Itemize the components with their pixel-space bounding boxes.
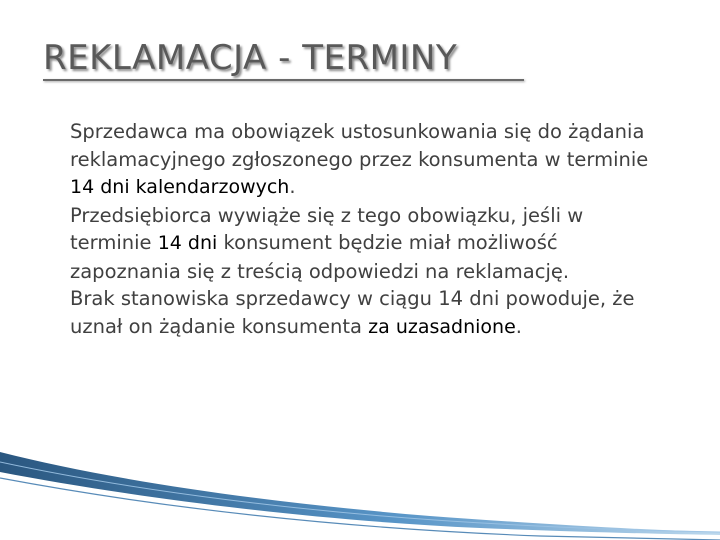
bullet-emphasis: za uzasadnione	[368, 315, 516, 338]
bullet-text-end: konsument będzie miał możliwość zapoznania się z treścią odpowiedzi na reklamację.	[70, 231, 570, 283]
bullet-text: Sprzedawca ma obowiązek ustosunkowania się do żądania reklamacyjnego zgłoszonego przez konsumenta w terminie	[70, 120, 649, 171]
bullet-text: Brak stanowiska sprzedawcy w ciągu 14 dni powoduje, że uznał on żądanie konsumenta	[70, 287, 635, 338]
bullet-text-end: .	[289, 175, 296, 198]
bullet-emphasis: 14 dni kalendarzowych	[70, 176, 290, 198]
bullet-list	[50, 118, 660, 341]
bullet-item-1	[50, 118, 660, 202]
bottom-wave-decoration	[0, 450, 720, 540]
bullet-text-end: .	[515, 314, 522, 338]
bullet-emphasis: 14 dni	[157, 232, 218, 254]
bullet-item-2	[50, 202, 660, 286]
slide-title: REKLAMACJA - TERMINY	[43, 38, 458, 78]
bullet-text: Przedsiębiorca wywiąże się z tego obowiązku, jeśli w terminie	[70, 203, 584, 254]
bullet-item-3	[50, 285, 660, 341]
title-underline	[43, 79, 524, 81]
